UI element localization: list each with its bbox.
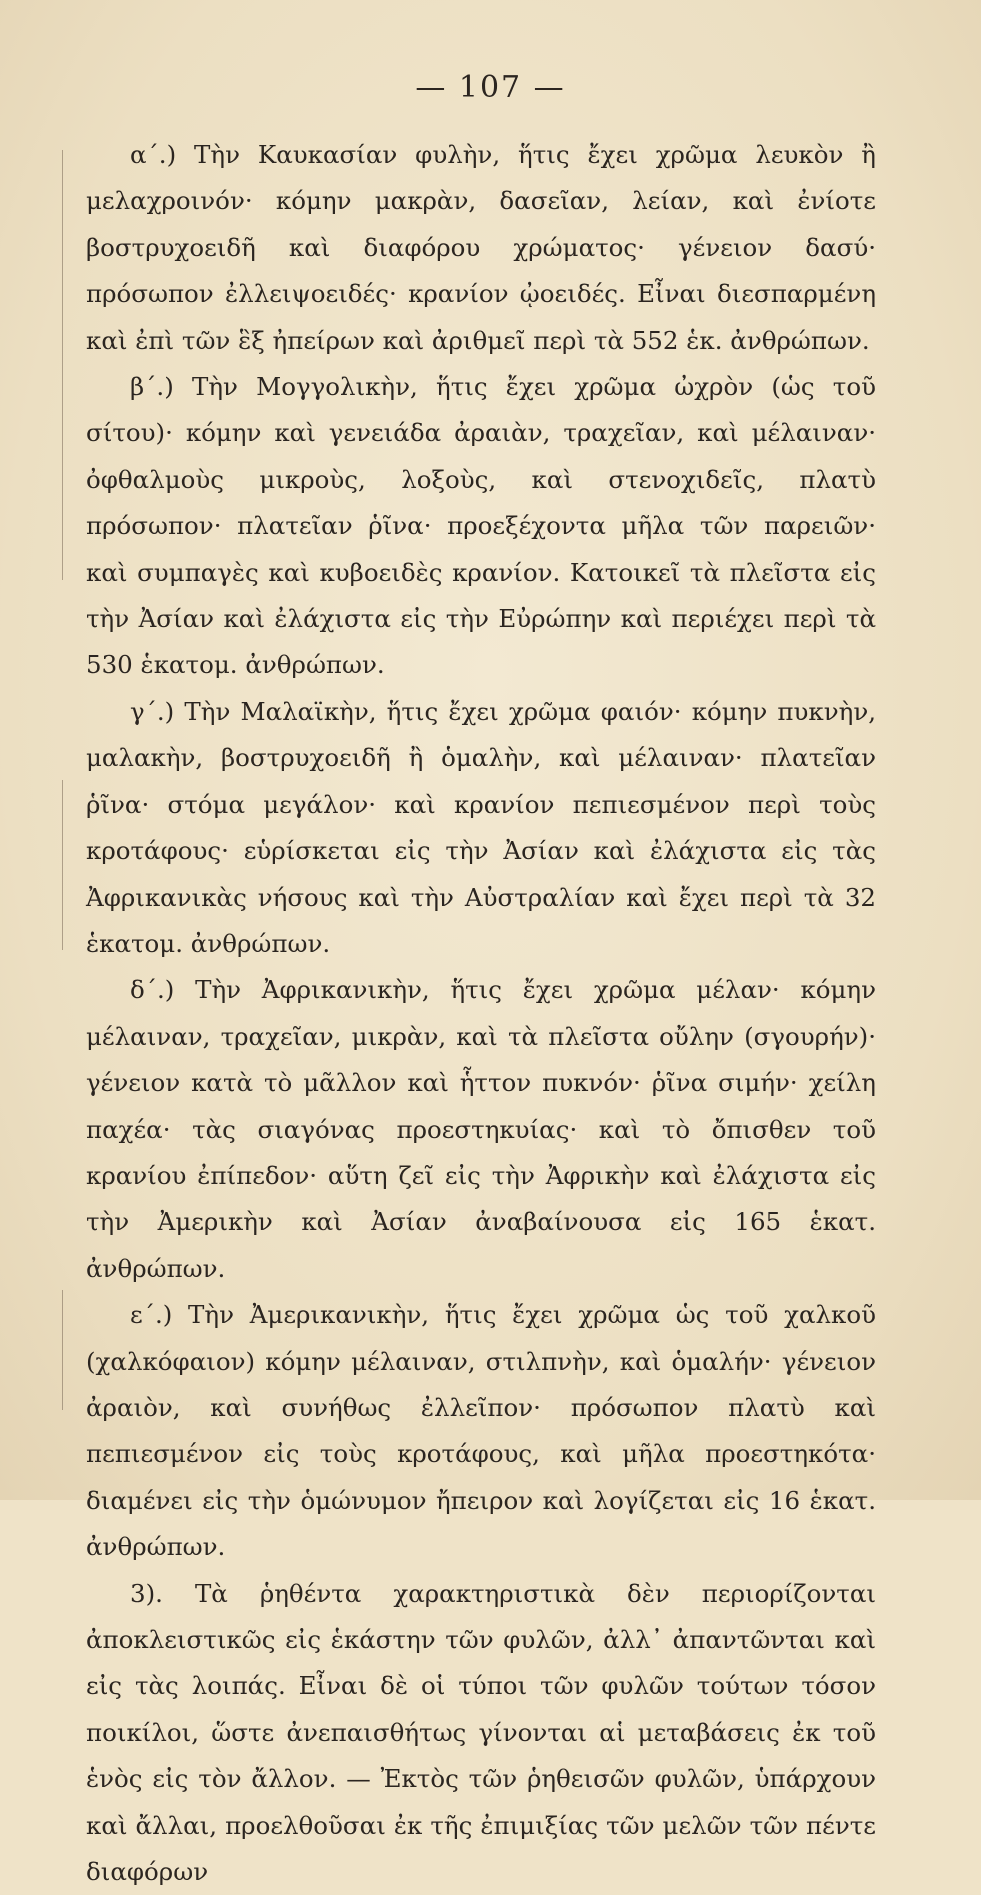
page-number: — 107 — [415, 70, 566, 105]
paragraph-caucasian: α΄.) Τὴν Καυκασίαν φυλὴν, ἥτις ἔχει χρῶμα λευκὸν ἢ μελαχροινόν· κόμην μακρὰν, δασεῖαν, λείαν, καὶ ἐνίοτε βοστρυχοειδῆ καὶ διαφόρου χρώματος· γένειον δασύ· πρόσωπον ἐλλειψοειδές· κρανίον ᾠοειδές. Εἶναι διεσπαρμένη καὶ ἐπὶ τῶν ἓξ ἠπείρων καὶ ἀριθμεῖ περὶ τὰ 552 ἑκ. ἀνθρώπων. [86, 140, 876, 355]
paragraph-american: ε΄.) Τὴν Ἀμερικανικὴν, ἥτις ἔχει χρῶμα ὡς τοῦ χαλκοῦ (χαλκόφαιον) κόμην μέλαιναν, στιλπνὴν, καὶ ὁμαλήν· γένειον ἀραιὸν, καὶ συνήθως ἐλλεῖπον· πρόσωπον πλατὺ καὶ πεπιεσμένον εἰς τοὺς κροτάφους, καὶ μῆλα προεστηκότα· διαμένει εἰς τὴν ὁμώνυμον ἤπειρον καὶ λογίζεται εἰς 16 ἑκατ. ἀνθρώπων. [86, 1300, 876, 1562]
margin-line [62, 150, 63, 580]
body-text [86, 132, 876, 1895]
paragraph-note-3: 3). Τὰ ῥηθέντα χαρακτηριστικὰ δὲν περιορίζονται ἀποκλειστικῶς εἰς ἑκάστην τῶν φυλῶν, ἀλλ᾽ ἀπαντῶνται καὶ εἰς τὰς λοιπάς. Εἶναι δὲ οἱ τύποι τῶν φυλῶν τούτων τόσον ποικίλοι, ὥστε ἀνεπαισθήτως γίνονται αἱ μεταβάσεις ἐκ τοῦ ἑνὸς εἰς τὸν ἄλλον. — Ἐκτὸς τῶν ῥηθεισῶν φυλῶν, ὑπάρχουν καὶ ἄλλαι, προελθοῦσαι ἐκ τῆς ἐπιμιξίας τῶν μελῶν τῶν πέντε διαφόρων [86, 1578, 876, 1887]
margin-line [62, 780, 63, 950]
paragraph-mongolian: β΄.) Τὴν Μογγολικὴν, ἥτις ἔχει χρῶμα ὠχρὸν (ὡς τοῦ σίτου)· κόμην καὶ γενειάδα ἀραιὰν, τραχεῖαν, καὶ μέλαιναν· ὀφθαλμοὺς μικροὺς, λοξοὺς, καὶ στενοχιδεῖς, πλατὺ πρόσωπον· πλατεῖαν ῥῖνα· προεξέχοντα μῆλα τῶν παρειῶν· καὶ συμπαγὲς καὶ κυβοειδὲς κρανίον. Κατοικεῖ τὰ πλεῖστα εἰς τὴν Ἀσίαν καὶ ἐλάχιστα εἰς τὴν Εὐρώπην καὶ περιέχει περὶ τὰ 530 ἑκατομ. ἀνθρώπων. [86, 372, 876, 680]
margin-line [62, 1290, 63, 1410]
paragraph-malay: γ΄.) Τὴν Μαλαϊκὴν, ἥτις ἔχει χρῶμα φαιόν· κόμην πυκνὴν, μαλακὴν, βοστρυχοειδῆ ἢ ὁμαλὴν, καὶ μέλαιναν· πλατεῖαν ῥῖνα· στόμα μεγάλον· καὶ κρανίον πεπιεσμένον περὶ τοὺς κροτάφους· εὑρίσκεται εἰς τὴν Ἀσίαν καὶ ἐλάχιστα εἰς τὰς Ἀφρικανικὰς νήσους καὶ τὴν Αὐστραλίαν καὶ ἔχει περὶ τὰ 32 ἑκατομ. ἀνθρώπων. [86, 696, 876, 958]
paragraph-african: δ΄.) Τὴν Ἀφρικανικὴν, ἥτις ἔχει χρῶμα μέλαν· κόμην μέλαιναν, τραχεῖαν, μικρὰν, καὶ τὰ πλεῖστα οὔλην (σγουρήν)· γένειον κατὰ τὸ μᾶλλον καὶ ἧττον πυκνόν· ῥῖνα σιμήν· χείλη παχέα· τὰς σιαγόνας προεστηκυίας· καὶ τὸ ὄπισθεν τοῦ κρανίου ἐπίπεδον· αὕτη ζεῖ εἰς τὴν Ἀφρικὴν καὶ ἐλάχιστα εἰς τὴν Ἀμερικὴν καὶ Ἀσίαν ἀναβαίνουσα εἰς 165 ἑκατ. ἀνθρώπων. [86, 975, 876, 1283]
